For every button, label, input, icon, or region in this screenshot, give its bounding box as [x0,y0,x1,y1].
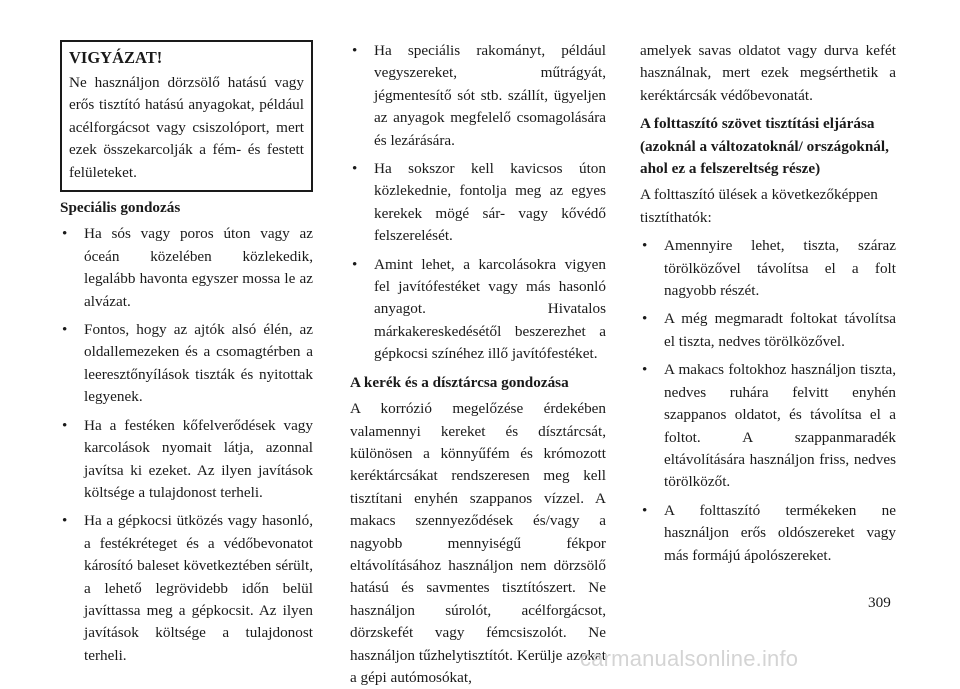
list-item: • Ha a festéken kőfelverődések vagy karcolások nyomait látja, azonnal javítsa ki ezeket. Az ilyen javítások költsége a tulajdonost terheli. [60,415,313,505]
page-number: 309 [868,594,891,611]
list-item: • Amint lehet, a karcolásokra vigyen fel javítófestéket vagy más hasonló anyagot. Hivatalos márkakereskedésétől beszerezhet a gépkocsi színéhez illő javítófestéket. [350,254,606,366]
stain-repel-heading: A folttaszító szövet tisztítási eljárása (azoknál a változatoknál/ országoknál, ahol ez a felszereltség része) [640,115,889,178]
list-item: • Ha sós vagy poros úton vagy az óceán közelében közlekedik, legalább havonta egyszer mossa le az alvázat. [60,223,313,313]
list-item: • Ha sokszor kell kavicsos úton közlekednie, fontolja meg az egyes kerekek mögé sár- vagy kővédő felszerelését. [350,158,606,248]
list-item: • Ha speciális rakományt, például vegyszereket, műtrágyát, jégmentesítő sót stb. szállít, ügyeljen az anyagok megfelelő csomagolására és lezárására. [350,40,606,152]
special-care-list-cont [350,40,606,366]
list-item: • Amennyire lehet, tiszta, száraz törölközővel távolítsa el a folt nagyobb részét. [640,235,896,302]
wheel-care-text-cont: amelyek savas oldatot vagy durva kefét használnak, mert ezek megsérthetik a keréktárcsák védőbevonatát. [640,42,896,104]
warning-title: VIGYÁZAT! [69,48,163,67]
watermark: carmanualsonline.info [580,646,799,671]
column-right [640,40,896,573]
special-care-heading: Speciális gondozás [60,199,181,217]
column-left [60,40,313,673]
stain-repel-list [640,235,896,567]
list-item: • Ha a gépkocsi ütközés vagy hasonló, a festékréteget és a védőbevonatot károsító baleset következtében sérült, a lehető legrövidebb időn belül javíttassa meg a gépkocsit. Az ilyen javítások költsége a tulajdonost terheli. [60,510,313,667]
wheel-care-heading: A kerék és a dísztárcsa gondozása [350,373,569,391]
list-item: • A folttaszító termékeken ne használjon erős oldószereket vagy más formájú ápolószereket. [640,500,896,567]
wheel-care-text: A korrózió megelőzése érdekében valamennyi kereket és dísztárcsát, különösen a könnyűfém és krómozott keréktárcsákat rendszeresen meg kell tisztítani enyhén szappanos vízzel. A makacs szennyeződések és/vagy a nagyobb mennyiségű fékpor eltávolításához használjon nem dörzsölő hatású és savmentes tisztítószert. Ne használjon súrolót, acélforgácsot, dörzskefét vagy fémcsiszolót. Ne használjon tűzhelytisztítót. Kerülje azokat a gépi autómosókat, [350,400,606,686]
list-item: • A makacs foltokhoz használjon tiszta, nedves ruhára felvitt enyhén szappanos oldatot, és távolítsa el a foltot. A szappanmaradék eltávolítására használjon friss, nedves törölközőt. [640,359,896,493]
special-care-list [60,223,313,667]
stain-repel-intro: A folttaszító ülések a következőképpen tisztíthatók: [640,186,878,226]
column-middle [350,40,606,689]
list-item: • A még megmaradt foltokat távolítsa el tiszta, nedves törölközővel. [640,308,896,353]
warning-text: Ne használjon dörzsölő hatású vagy erős tisztító hatású anyagokat, például acélforgácsot vagy csiszolóport, mert ezek összekarcolják a fém- és festett felületeket. [69,74,304,181]
list-item: • Fontos, hogy az ajtók alsó élén, az oldallemezeken és a csomagtérben a leeresztőnyílások tiszták és nyitottak legyenek. [60,319,313,409]
warning-box [60,40,313,192]
